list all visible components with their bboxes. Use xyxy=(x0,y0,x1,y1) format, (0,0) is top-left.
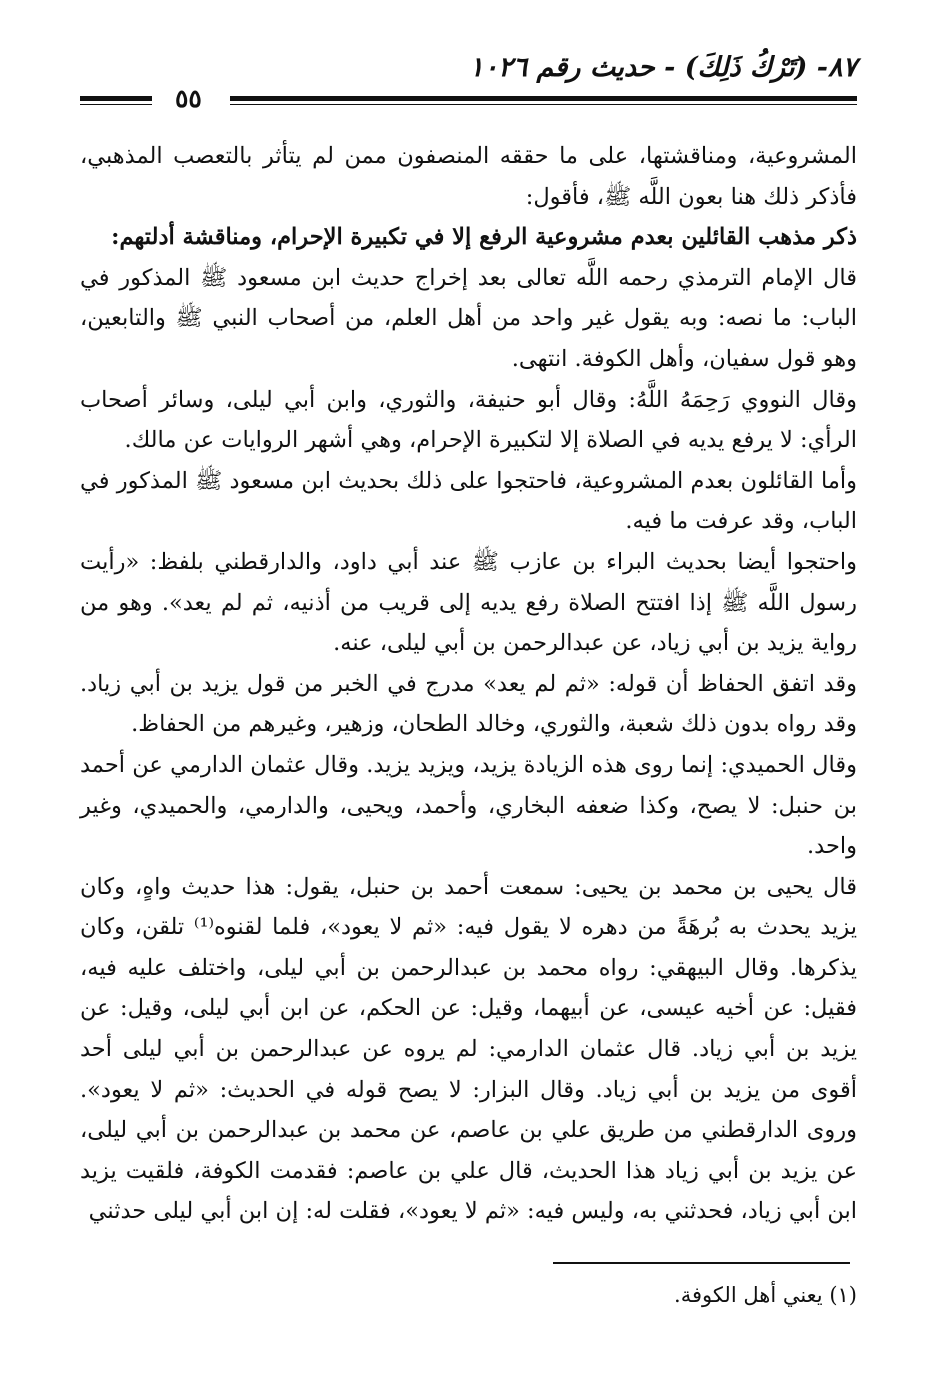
paragraph: قال يحيى بن محمد بن يحيى: سمعت أحمد بن حنبل، يقول: هذا حديث واهٍ، وكان يزيد يحدث به بُرهَةً من دهره لا يقول فيه: «ثم لا يعود»، فلما لقنوه⁽¹⁾ تلقن، وكان يذكرها. وقال البيهقي: رواه محمد بن عبدالرحمن بن أبي ليلى، واختلف عليه فيه، فقيل: عن أخيه عيسى، عن أبيهما، وقيل: عن الحكم، عن ابن أبي ليلى، وقيل: عن يزيد بن أبي زياد. قال عثمان الدارمي: لم يروه عن عبدالرحمن بن أبي ليلى أحد أقوى من يزيد بن أبي زياد. وقال البزار: لا يصح قوله في الحديث: «ثم لا يعود». وروى الدارقطني من طريق علي بن عاصم، عن محمد بن عبدالرحمن بن أبي ليلى، عن يزيد بن أبي زياد هذا الحديث، قال علي بن عاصم: فقدمت الكوفة، فلقيت يزيد ابن أبي زياد، فحدثني به، وليس فيه: «ثم لا يعود»، فقلت له: إن ابن أبي ليلى حدثني xyxy=(80,873,857,1225)
header-rule-left xyxy=(80,96,152,101)
paragraph: وأما القائلون بعدم المشروعية، فاحتجوا على ذلك بحديث ابن مسعود ﷺ المذكور في الباب، وقد عرفت ما فيه. xyxy=(80,467,857,535)
header-rule xyxy=(230,96,857,101)
paragraph: واحتجوا أيضا بحديث البراء بن عازب ﷺ عند أبي داود، والدارقطني بلفظ: «رأيت رسول اللَّه ﷺ إذا افتتح الصلاة رفع يديه إلى قريب من أذنيه، ثم لم يعد». وهو من رواية يزيد بن أبي زياد، عن عبدالرحمن بن أبي ليلى، عنه. xyxy=(80,548,857,657)
paragraph: وقال الحميدي: إنما روى هذه الزيادة يزيد، ويزيد يزيد. وقال عثمان الدارمي عن أحمد بن حنبل: لا يصح، وكذا ضعفه البخاري، وأحمد، ويحيى، والدارمي، والحميدي، وغير واحد. xyxy=(80,751,857,860)
footnote: (١) يعني أهل الكوفة. xyxy=(674,1283,857,1307)
paragraph: قال الإمام الترمذي رحمه اللَّه تعالى بعد إخراج حديث ابن مسعود ﷺ المذكور في الباب: ما نصه: وبه يقول غير واحد من أهل العلم، من أصحاب النبي ﷺ والتابعين، وهو قول سفيان، وأهل الكوفة. انتهى. xyxy=(80,264,857,372)
section-heading: ذكر مذهب القائلين بعدم مشروعية الرفع إلا في تكبيرة الإحرام، ومناقشة أدلتهم: xyxy=(111,224,857,251)
page-header xyxy=(80,52,857,113)
header-rule-left-thin xyxy=(80,104,152,105)
paragraph: وقد اتفق الحفاظ أن قوله: «ثم لم يعد» مدرج في الخبر من قول يزيد بن أبي زياد. وقد رواه بدون ذلك شعبة، والثوري، وخالد الطحان، وزهير، وغيرهم من الحفاظ. xyxy=(80,670,857,738)
header-rule-thin xyxy=(230,104,857,105)
footnote-separator xyxy=(553,1262,850,1264)
paragraph: وقال النووي رَحِمَهُ اللَّهُ: وقال أبو حنيفة، والثوري، وابن أبي ليلى، وسائر أصحاب الرأي: لا يرفع يديه في الصلاة إلا لتكبيرة الإحرام، وهي أشهر الروايات عن مالك. xyxy=(80,386,857,454)
main-text xyxy=(80,136,857,1232)
page-number: ٥٥ xyxy=(175,84,202,113)
running-title: ٨٧- (تَرْكُ ذَلِكَ) - حديث رقم ١٠٢٦ xyxy=(469,52,857,83)
paragraph: المشروعية، ومناقشتها، على ما حققه المنصفون ممن لم يتأثر بالتعصب المذهبي، فأذكر ذلك هنا بعون اللَّه ﷺ، فأقول: xyxy=(80,143,857,210)
